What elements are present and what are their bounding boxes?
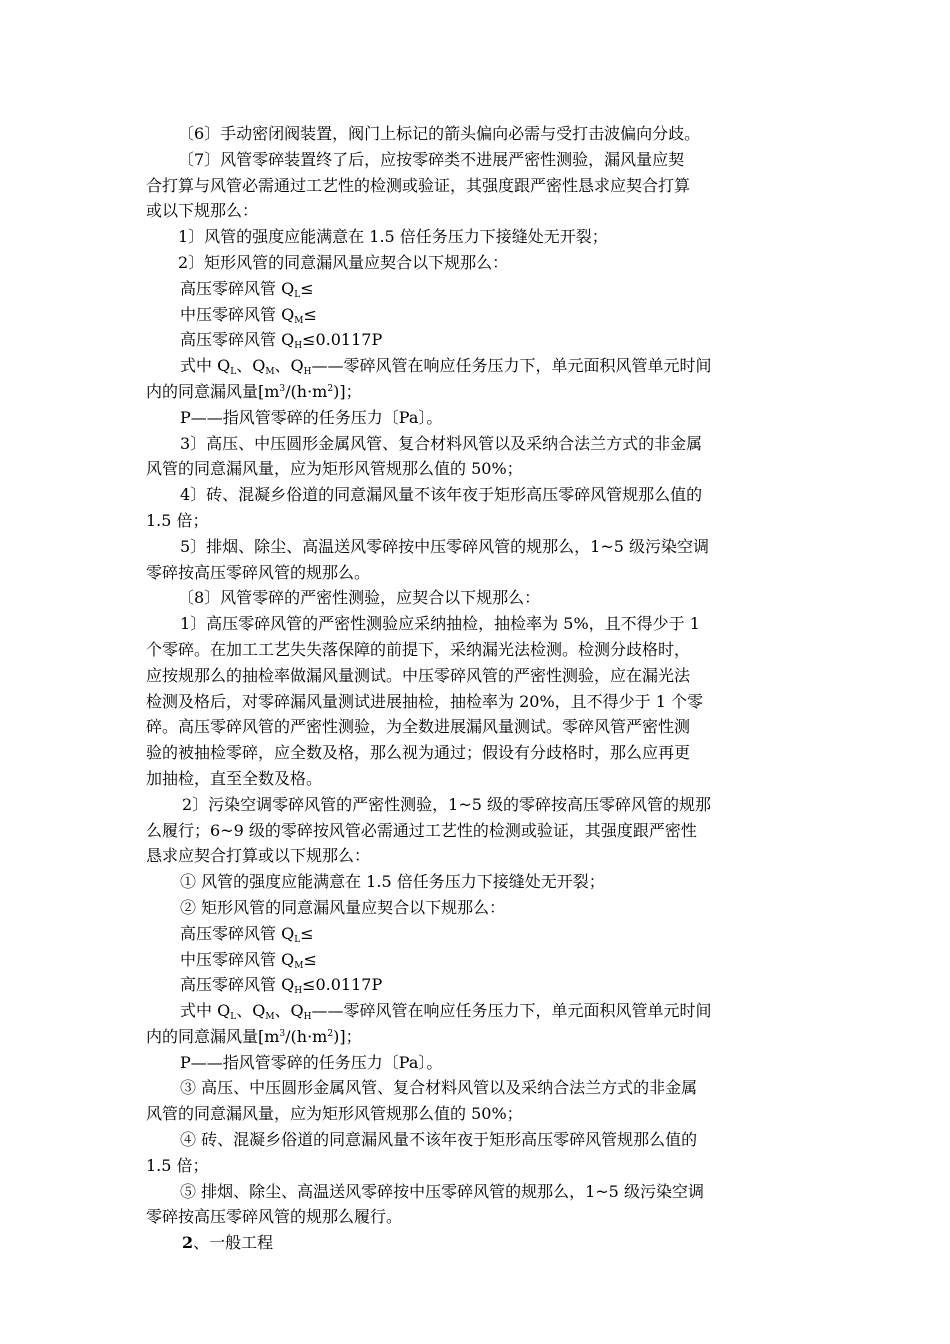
formula-high-pressure: 高压零碎风管 $Q_H\le 0.0117P$	[180, 330, 383, 352]
item-7-1: 1〕风管的强度应能满意在 1.5 倍任务压力下接缝处无开裂；	[178, 227, 608, 247]
circled-item-1: ① 风管的强度应能满意在 1.5 倍任务压力下接缝处无开裂；	[180, 872, 605, 892]
where-line-1: 式中 $Q_L$、$Q_M$、$Q_H——$零碎风管在响应任务压力下，单元面积风管单元时间	[180, 356, 712, 378]
document-body	[146, 121, 810, 1256]
item-7-2: 2〕矩形风管的同意漏风量应契合以下规那么：	[178, 252, 509, 272]
para-7-line-1: 〔7〕风管零碎装置终了后，应按零碎类不进展严密性测验，漏风量应契	[178, 149, 685, 169]
formula-low-pressure: 高压零碎风管 $Q_L\le$	[180, 278, 314, 300]
circled-item-3: ③ 高压、中压圆形金属风管、复合材料风管以及采纳合法兰方式的非金属 风管的同意漏风量，应为矩形风管规那么值的 50%；	[146, 1078, 698, 1124]
para-7-line-3: 或以下规那么：	[146, 201, 259, 221]
formula-low-pressure-2: 高压零碎风管 $Q_L\le$	[180, 923, 314, 945]
circled-item-2: ② 矩形风管的同意漏风量应契合以下规那么：	[180, 897, 506, 917]
item-8-2: 2〕污染空调零碎风管的严密性测验，1~5 级的零碎按高压零碎风管的规那 么履行；6~9 级的零碎按风管必需通过工艺性的检测或验证，其强度跟严密性 恳求应契合打算或以下规那么：	[146, 794, 712, 866]
para-8: 〔8〕风管零碎的严密性测验，应契合以下规那么：	[178, 588, 541, 608]
formula-high-pressure-2: 高压零碎风管 $Q_H\le 0.0117P$	[180, 975, 383, 997]
p-definition-2: P——指风管零碎的任务压力〔Pa〕。	[180, 1052, 443, 1072]
where-clause-2: 式中 $Q_L$、$Q_M$、$Q_H——$零碎风管在响应任务压力下，单元面积风管单元时间 内的同意漏风量$[m^3/(h\cdot m^2)]$；	[146, 1001, 712, 1046]
formula-mid-pressure: 中压零碎风管 $Q_M\le$	[180, 304, 317, 326]
para-7-line-2: 合打算与风管必需通过工艺性的检测或验证，其强度跟严密性恳求应契合打算	[146, 175, 691, 195]
item-7-5: 5〕排烟、除尘、高温送风零碎按中压零碎风管的规那么，1~5 级污染空调 零碎按高压零碎风管的规那么。	[146, 536, 710, 582]
section-title: 、一般工程	[193, 1233, 274, 1253]
formula-mid-pressure-2: 中压零碎风管 $Q_M\le$	[180, 949, 317, 971]
section-heading	[146, 1230, 810, 1256]
section-number: 2	[182, 1233, 194, 1253]
p-definition: P——指风管零碎的任务压力〔Pa〕。	[180, 407, 443, 427]
where-clause	[146, 353, 810, 405]
item-7-3: 3〕高压、中压圆形金属风管、复合材料风管以及采纳合法兰方式的非金属 风管的同意漏风量，应为矩形风管规那么值的 50%；	[146, 433, 703, 479]
para-6: 〔6〕手动密闭阀装置，阀门上标记的箭头偏向必需与受打击波偏向分歧。	[178, 124, 701, 143]
circled-item-4: ④ 砖、混凝乡俗道的同意漏风量不该年夜于矩形高压零碎风管规那么值的 1.5 倍；	[146, 1130, 698, 1175]
para-7	[146, 147, 810, 224]
circled-item-5: ⑤ 排烟、除尘、高温送风零碎按中压零碎风管的规那么，1~5 级污染空调 零碎按高压零碎风管的规那么履行。	[146, 1181, 704, 1227]
item-8-1: 1〕高压零碎风管的严密性测验应采纳抽检，抽检率为 5%，且不得少于 1 个零碎。在加工工艺失失落保障的前提下，采纳漏光法检测。检测分歧格时， 应按规那么的抽检率做漏风量测试。中压零碎风管的严密性测验，应在漏光法 检测及格后，对零碎漏风量测试进展抽检，抽检率为 20%，且不得少于 1 个零 碎。高压零碎风管的严密性测验，为全数进展漏风量测试。零碎风管严密性测 验的被抽检零碎，应全数及格，那么视为通过；假设有分歧格时，那么应再更 加抽检，直至全数及格。	[146, 614, 704, 788]
item-7-4: 4〕砖、混凝乡俗道的同意漏风量不该年夜于矩形高压零碎风管规那么值的 1.5 倍；	[146, 485, 703, 530]
where-line-2: 内的同意漏风量$[m^3/(h\cdot m^2)]$；	[146, 381, 362, 401]
